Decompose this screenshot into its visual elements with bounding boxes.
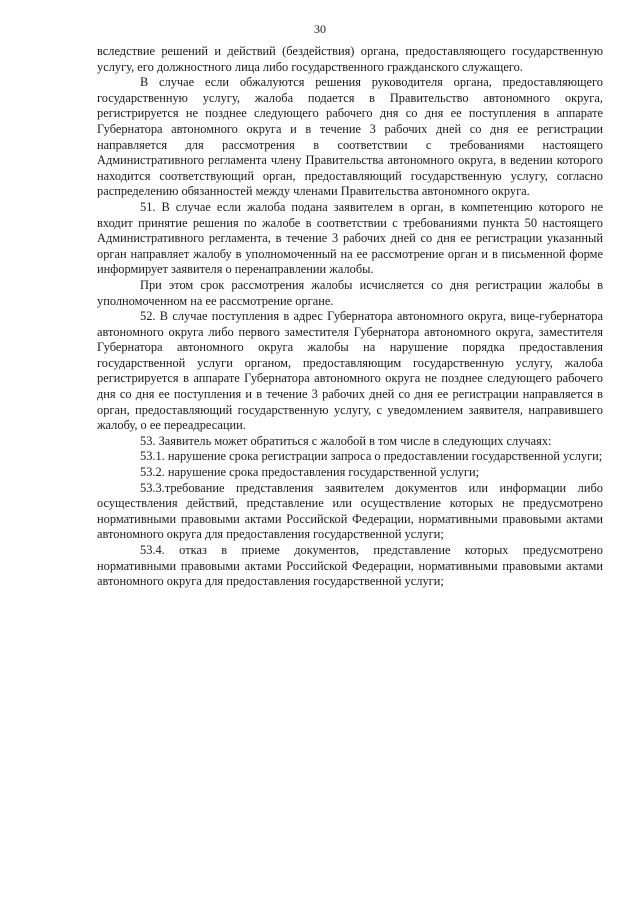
paragraph: 53.2. нарушение срока предоставления государственной услуги; [140,465,480,480]
document-body [97,44,603,590]
paragraph: 53. Заявитель может обратиться с жалобой в том числе в следующих случаях: [140,433,552,448]
paragraph: 51. В случае если жалоба подана заявителем в орган, в компетенцию которого не входит принятие решения по жалобе в соответствии с требованиями пункта 50 настоящего Административного регламента, в течение 3 рабочих дней со дня ее регистрации указанный орган направляет жалобу в уполномоченный на ее рассмотрение орган и в письменной форме информирует заявителя о перенаправлении жалобы. [97,199,603,277]
paragraph: 52. В случае поступления в адрес Губернатора автономного округа, вице-губернатора автономного округа либо первого заместителя Губернатора автономного округа, заместителя Губернатора автономного округа жалобы на нарушение порядка предоставления государственной услуги органом, предоставляющим государственную услугу, жалоба регистрируется в аппарате Губернатора автономного округа не позднее следующего рабочего дня со дня ее поступления и в течение 3 рабочих дней со дня ее регистрации направляется в орган, предоставляющий государственную услугу, с уведомлением заявителя, направившего жалобу, о ее переадресации. [97,309,603,433]
paragraph: 53.4. отказ в приеме документов, представление которых предусмотрено нормативными правовыми актами Российской Федерации, нормативными правовыми актами автономного округа для предоставления государственной услуги; [97,543,603,589]
paragraph: При этом срок рассмотрения жалобы исчисляется со дня регистрации жалобы в уполномоченном на ее рассмотрение органе. [97,277,603,308]
paragraph: 53.3.требование представления заявителем документов или информации либо осуществления действий, представление или осуществление которых не предусмотрено нормативными правовыми актами Российской Федерации, нормативными правовыми актами автономного округа для предоставления государственной услуги; [97,480,603,542]
paragraph: 53.1. нарушение срока регистрации запроса о предоставлении государственной услуги; [140,449,603,464]
paragraph: вследствие решений и действий (бездействия) органа, предоставляющего государственную услугу, его должностного лица либо государственного гражданского служащего. [97,44,603,74]
paragraph: В случае если обжалуются решения руководителя органа, предоставляющего государственную услугу, жалоба подается в Правительство автономного округа, регистрируется не позднее следующего рабочего дня со дня ее поступления в аппарате Губернатора автономного округа и в течение 3 рабочих дней со дня ее регистрации направляется для рассмотрения в соответствии с требованиями настоящего Административного регламента члену Правительства автономного округа, в ведении которого находится соответствующий орган, предоставляющий государственную услугу, согласно распределению обязанностей между членами Правительства автономного округа. [97,75,603,199]
page-number: 30 [314,22,326,36]
